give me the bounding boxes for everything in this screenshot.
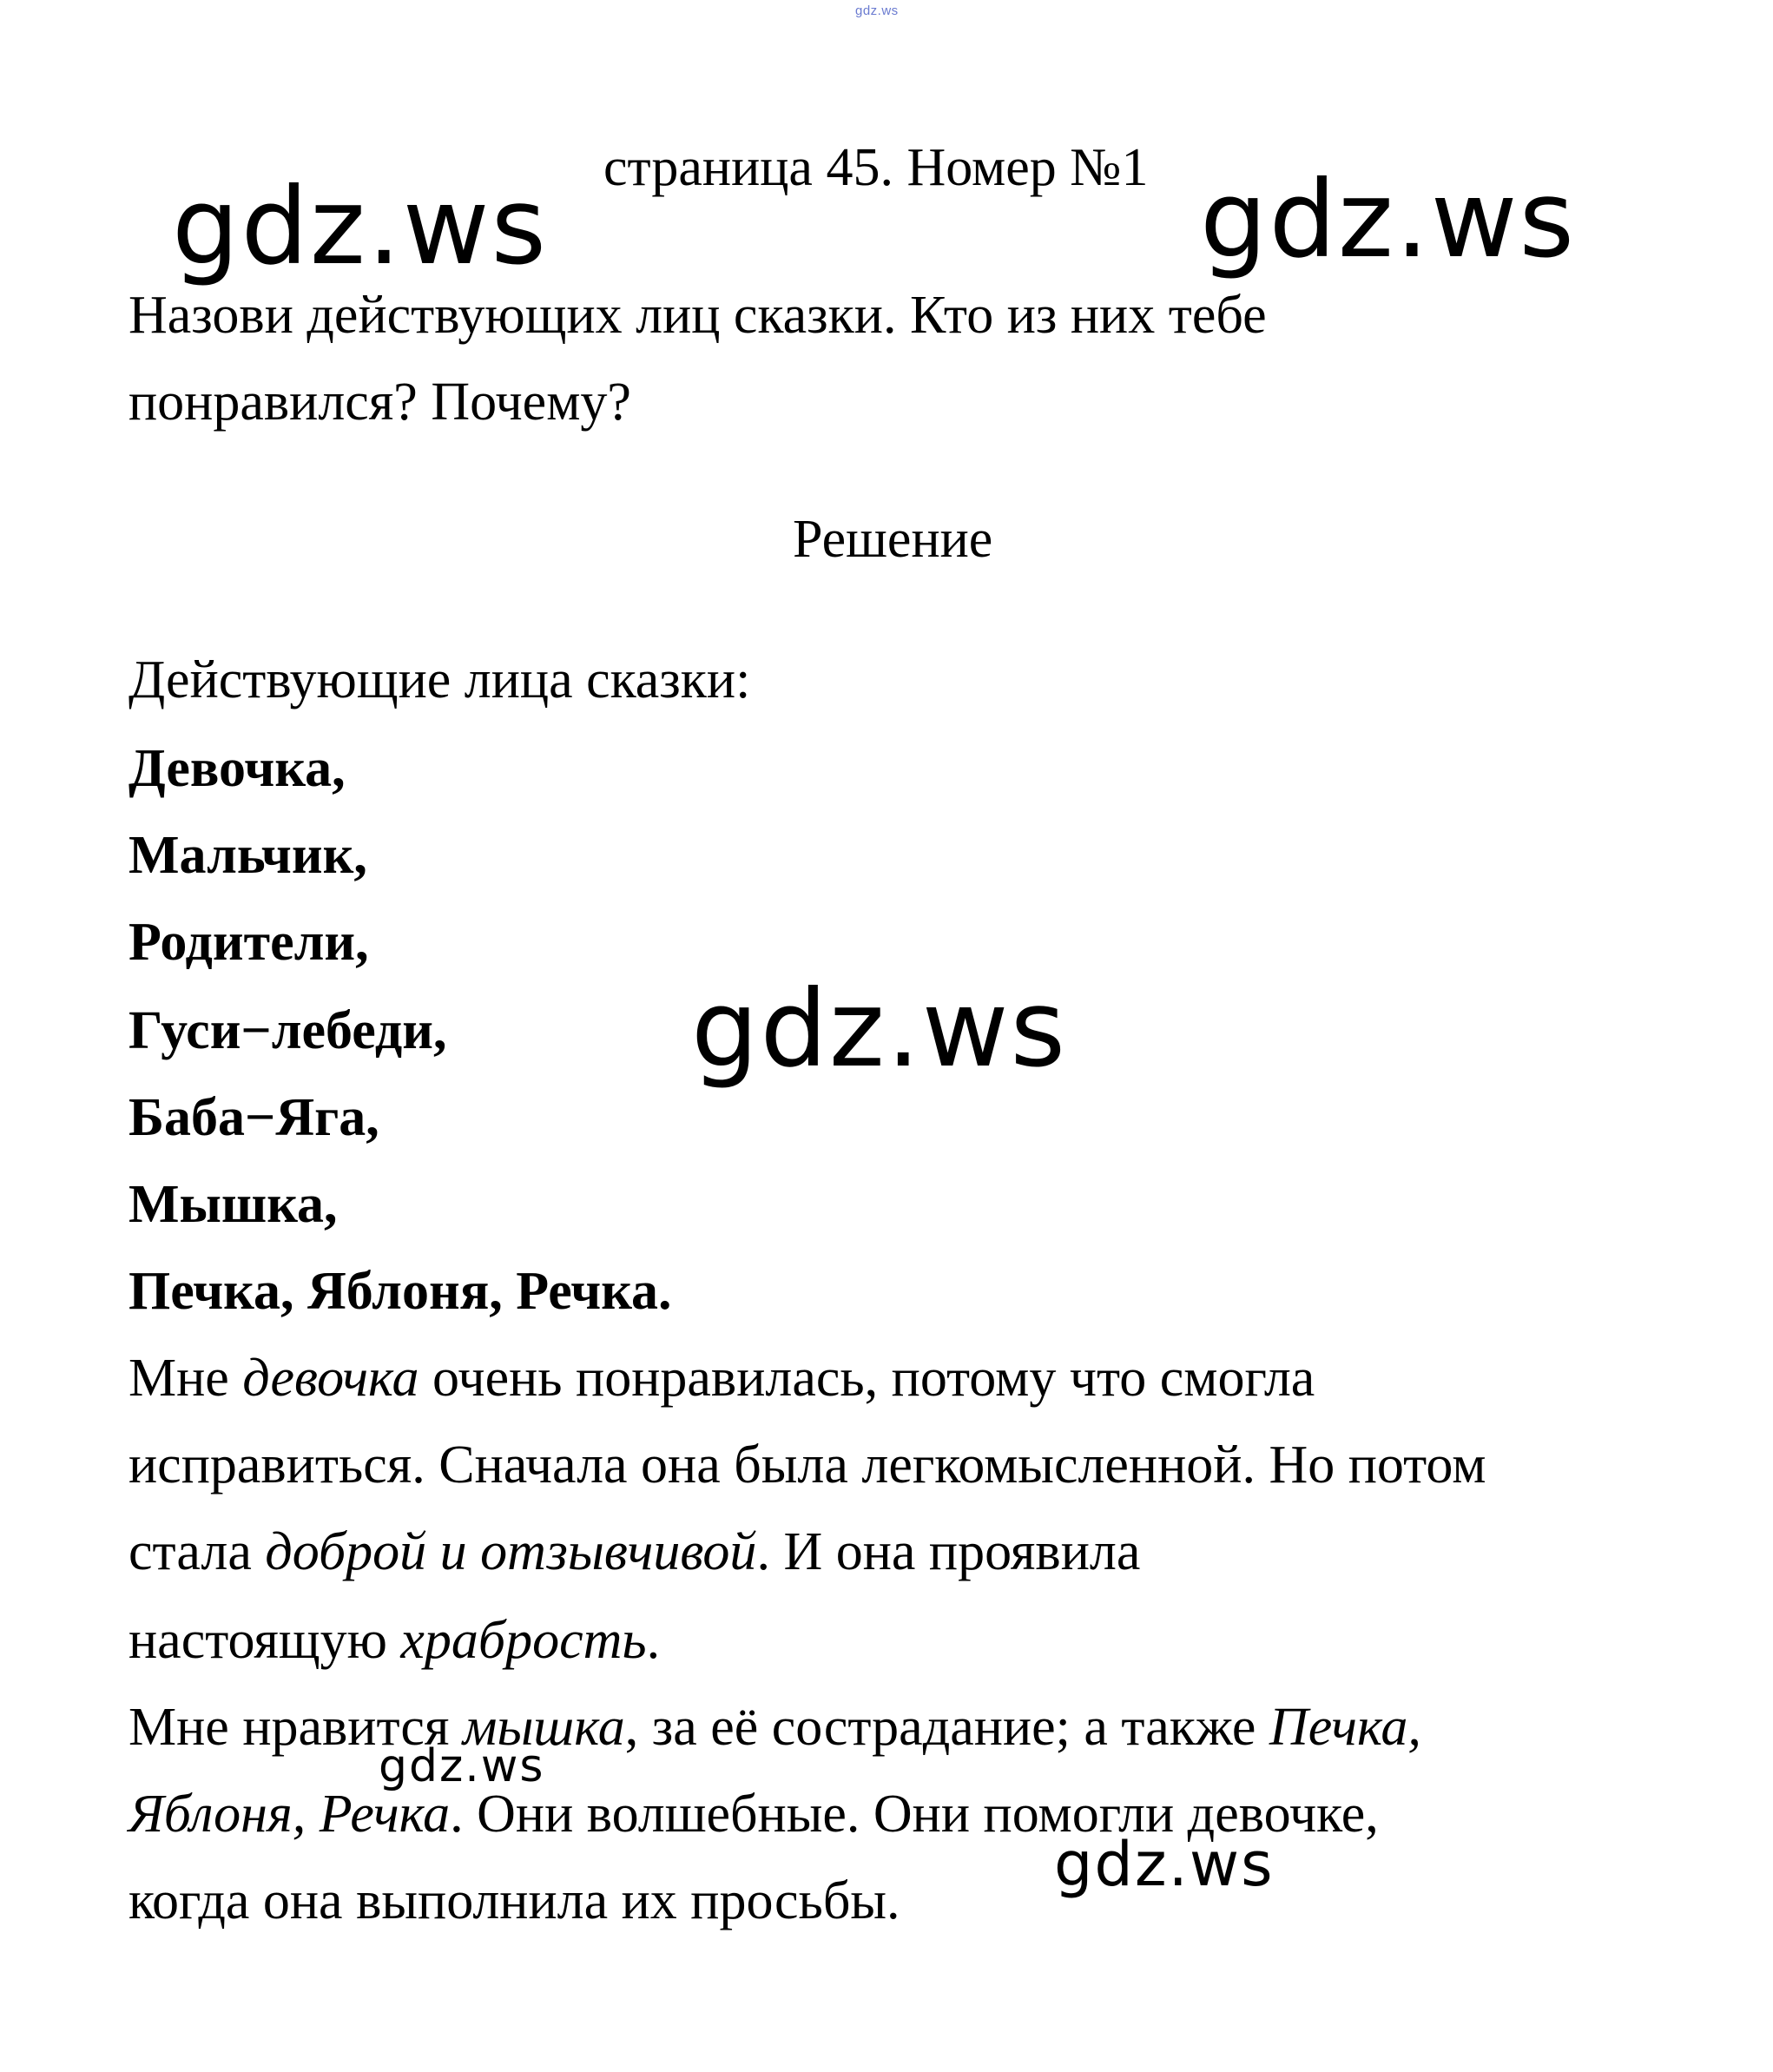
characters-intro: Действующие лица сказки: — [129, 650, 751, 709]
solution-heading: Решение — [793, 510, 993, 569]
emphasis-span: мышка — [462, 1698, 625, 1757]
watermark-top-left: gdz.ws — [172, 165, 549, 288]
text-span: настоящую — [129, 1611, 401, 1670]
character-item: Мышка, — [129, 1175, 338, 1234]
watermark-lower-small: gdz.ws — [379, 1740, 545, 1792]
answer-paragraph-1-line-4 — [129, 1611, 661, 1670]
text-span: стала — [129, 1522, 266, 1581]
answer-paragraph-1-line-3 — [129, 1522, 1141, 1581]
emphasis-span: храбрость — [400, 1611, 647, 1670]
emphasis-span: Печка, — [1269, 1698, 1421, 1757]
answer-paragraph-2-line-3: когда она выполнила их просьбы. — [129, 1871, 900, 1930]
answer-paragraph-1-line-1 — [129, 1349, 1315, 1408]
character-item: Печка, Яблоня, Речка. — [129, 1262, 672, 1321]
emphasis-span: Яблоня, Речка — [129, 1785, 451, 1844]
text-span: . И она проявила — [756, 1522, 1141, 1581]
emphasis-span: девочка — [242, 1349, 419, 1408]
watermark-bottom-right: gdz.ws — [1054, 1829, 1275, 1900]
watermark-center: gdz.ws — [691, 967, 1068, 1091]
text-span: . — [646, 1611, 661, 1670]
text-span: Мне нравится — [129, 1698, 463, 1757]
character-item: Родители, — [129, 913, 369, 972]
task-text-line-1: Назови действующих лиц сказки. Кто из них тебе — [129, 286, 1267, 345]
text-span: очень понравилась, потому что смогла — [419, 1349, 1315, 1408]
character-item: Гуси−лебеди, — [129, 1001, 447, 1060]
character-item: Мальчик, — [129, 826, 367, 885]
answer-paragraph-2-line-1 — [129, 1698, 1421, 1757]
top-watermark-text: gdz.ws — [855, 3, 899, 18]
task-text-line-2: понравился? Почему? — [129, 373, 631, 432]
answer-paragraph-1-line-2: исправиться. Сначала она была легкомысленной. Но потом — [129, 1435, 1486, 1495]
text-span: . Они волшебные. Они помогли девочке, — [450, 1785, 1379, 1844]
text-span: , за её сострадание; а также — [624, 1698, 1269, 1757]
character-item: Баба−Яга, — [129, 1088, 379, 1147]
character-item: Девочка, — [129, 739, 346, 798]
watermark-top-right: gdz.ws — [1200, 158, 1577, 281]
emphasis-span: доброй и отзывчивой — [265, 1522, 757, 1581]
page-title: страница 45. Номер №1 — [603, 138, 1149, 197]
text-span: Мне — [129, 1349, 243, 1408]
